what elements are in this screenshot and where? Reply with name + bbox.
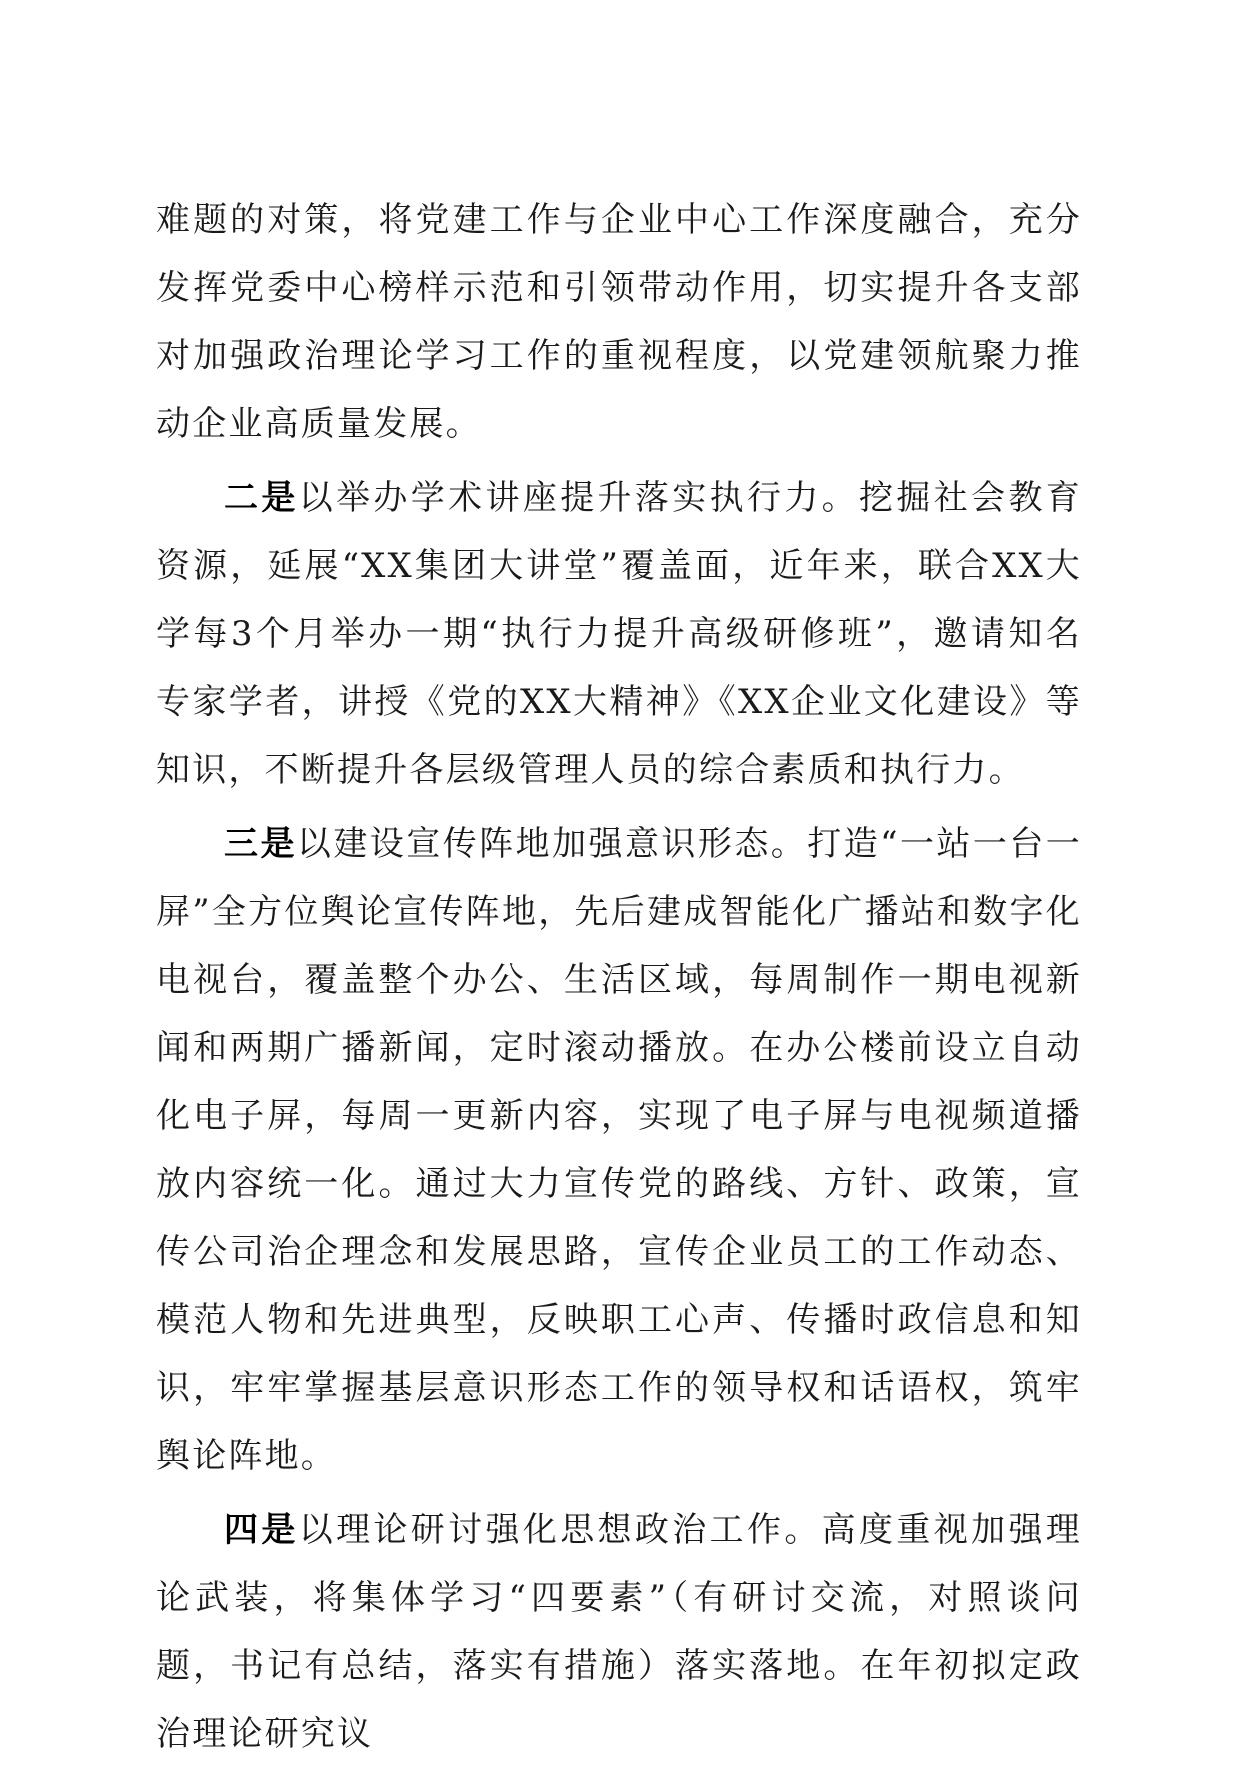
paragraph-lead: 二是 — [224, 478, 299, 518]
paragraph-point-three — [156, 810, 1082, 1490]
paragraph-lead: 四是 — [224, 1510, 299, 1550]
document-body — [156, 186, 1082, 1774]
paragraph-lead: 三是 — [224, 824, 297, 864]
paragraph-text: 以举办学术讲座提升落实执行力。挖掘社会教育资源，延展“XX集团大讲堂”覆盖面，近年来，联合XX大学每3个月举办一期“执行力提升高级研修班”，邀请知名专家学者，讲授《党的XX大精神》《XX企业文化建设》等知识，不断提升各层级管理人员的综合素质和执行力。 — [156, 478, 1082, 790]
paragraph-continuation — [156, 186, 1082, 458]
paragraph-text: 以建设宣传阵地加强意识形态。打造“一站一台一屏”全方位舆论宣传阵地，先后建成智能化广播站和数字化电视台，覆盖整个办公、生活区域，每周制作一期电视新闻和两期广播新闻，定时滚动播放。在办公楼前设立自动化电子屏，每周一更新内容，实现了电子屏与电视频道播放内容统一化。通过大力宣传党的路线、方针、政策，宣传公司治企理念和发展思路，宣传企业员工的工作动态、模范人物和先进典型，反映职工心声、传播时政信息和知识，牢牢掌握基层意识形态工作的领导权和话语权，筑牢舆论阵地。 — [156, 824, 1082, 1476]
paragraph-point-two — [156, 464, 1082, 804]
paragraph-text: 以理论研讨强化思想政治工作。高度重视加强理论武装，将集体学习“四要素”（有研讨交流，对照谈问题，书记有总结，落实有措施）落实落地。在年初拟定政治理论研究议 — [156, 1510, 1082, 1754]
paragraph-text: 难题的对策，将党建工作与企业中心工作深度融合，充分发挥党委中心榜样示范和引领带动作用，切实提升各支部对加强政治理论学习工作的重视程度，以党建领航聚力推动企业高质量发展。 — [156, 200, 1082, 444]
paragraph-point-four — [156, 1496, 1082, 1768]
